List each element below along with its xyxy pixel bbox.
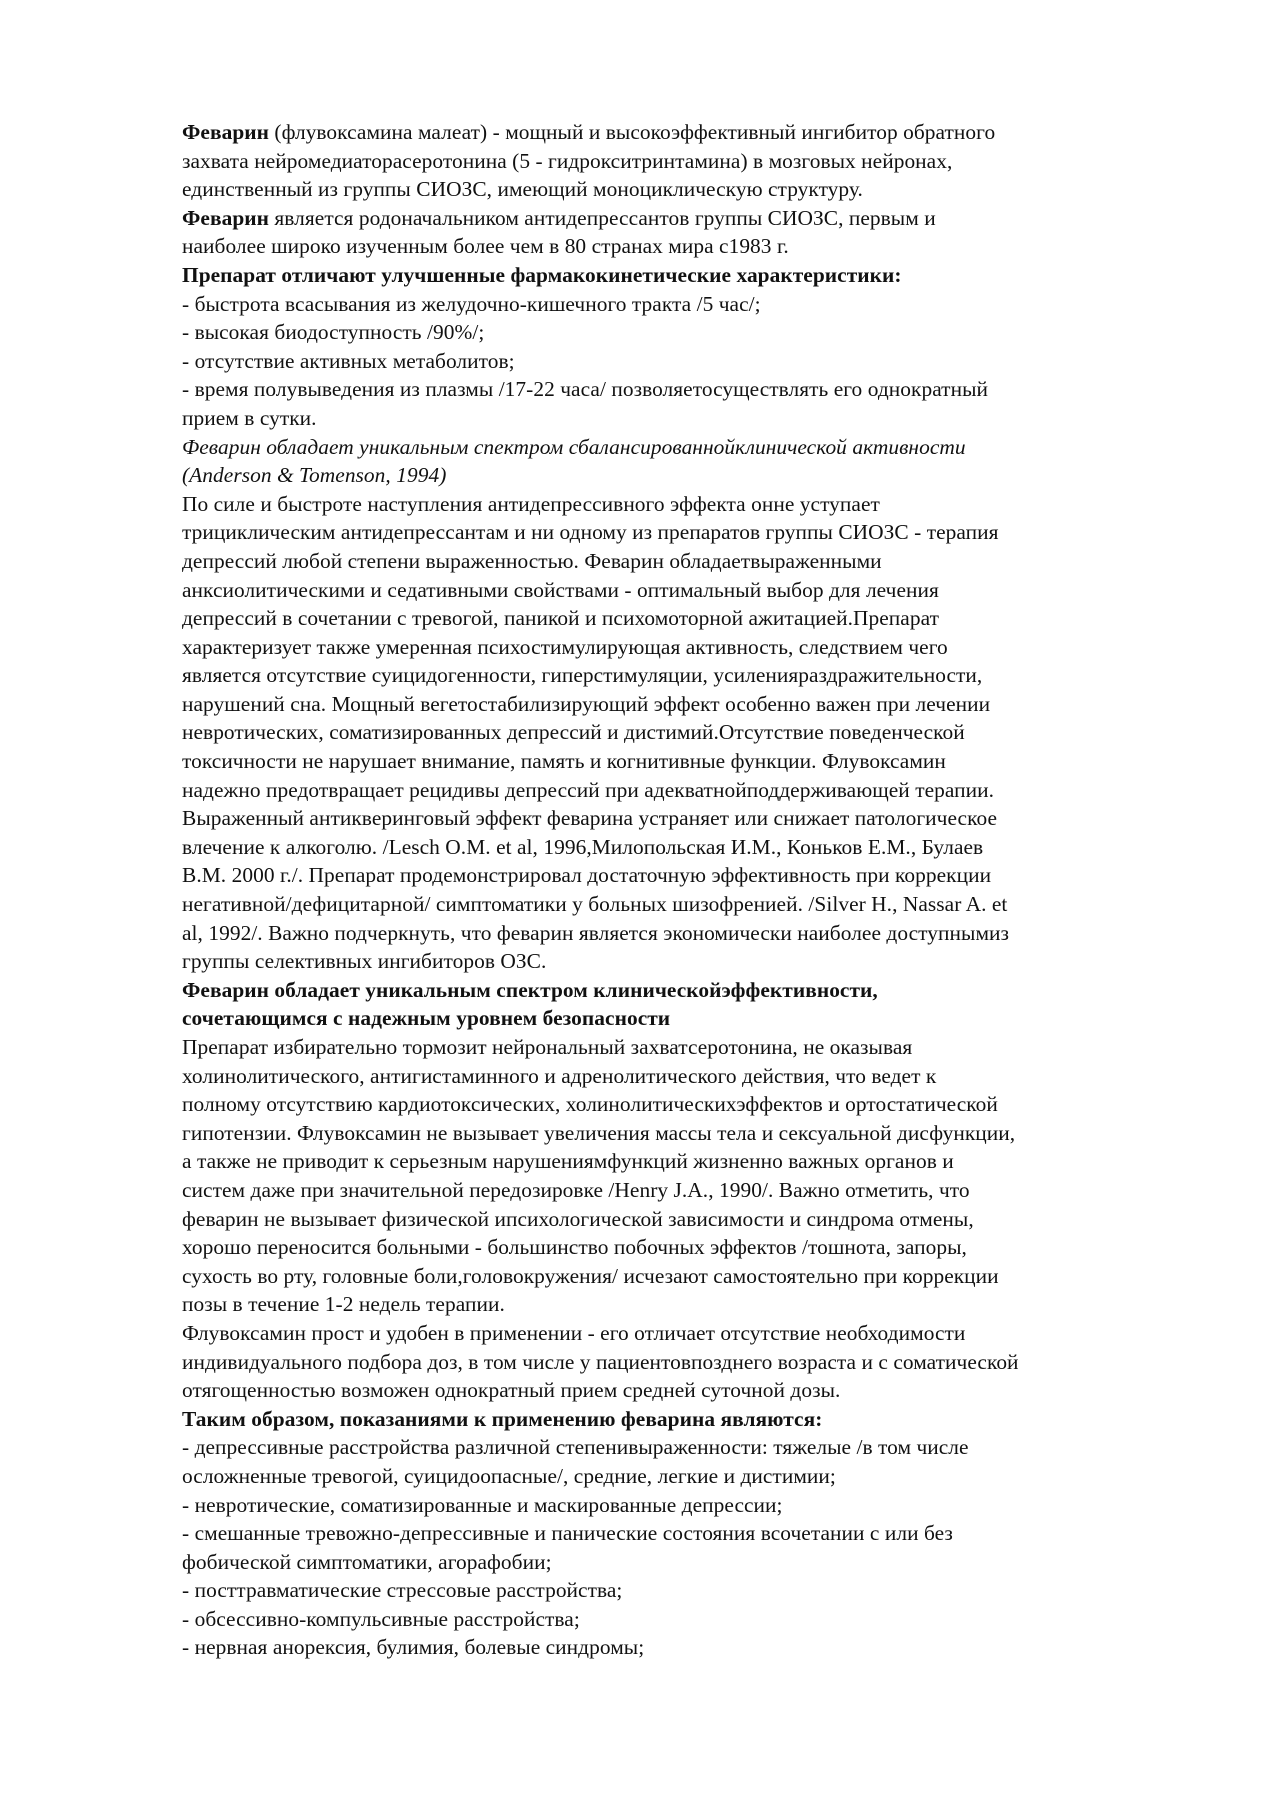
plain-text: прием в сутки.: [182, 405, 317, 430]
plain-text: Препарат избирательно тормозит нейрональный захватсеротонина, не оказывая: [182, 1035, 913, 1059]
text-line: [182, 1004, 1192, 1033]
bold-text: Феварин: [182, 120, 270, 144]
text-line: [182, 947, 1192, 976]
text-line: [182, 1376, 1192, 1405]
plain-text: систем даже при значительной передозировке /Henry J.A., 1990/. Важно отметить, что: [182, 1177, 970, 1202]
plain-text: - высокая биодоступность /90%/;: [182, 320, 485, 345]
plain-text: al, 1992/. Важно подчеркнуть, что феварин является экономически наиболее доступнымиз: [182, 920, 1010, 945]
text-line: [182, 690, 1192, 719]
plain-text: отягощенностью возможен однократный прием средней суточной дозы.: [182, 1378, 841, 1403]
text-line: [182, 518, 1192, 547]
text-line: [182, 1147, 1192, 1176]
plain-text: надежно предотвращает рецидивы депрессий при адекватнойподдерживающей терапии.: [182, 777, 995, 802]
plain-text: влечение к алкоголю. /Lesch O.M. et al, 1996,Милопольская И.М., Коньков Е.М., Булаев: [182, 834, 984, 859]
plain-text: сухость во рту, головные боли,головокружения/ исчезают самостоятельно при коррекции: [182, 1263, 999, 1288]
bold-text: Феварин: [182, 205, 270, 230]
text-line: [182, 1633, 1192, 1662]
plain-text: По силе и быстроте наступления антидепрессивного эффекта онне уступает: [182, 491, 880, 516]
plain-text: В.М. 2000 г./. Препарат продемонстрировал достаточную эффективность при коррекции: [182, 863, 992, 888]
text-line: [182, 833, 1192, 862]
text-line: [182, 318, 1192, 347]
plain-text: группы селективных ингибиторов ОЗС.: [182, 949, 547, 974]
plain-text: (флувоксамина малеат) - мощный и высокоэффективный ингибитор обратного: [269, 120, 996, 144]
plain-text: феварин не вызывает физической ипсихологической зависимости и синдрома отмены,: [182, 1206, 974, 1231]
text-line: [182, 1033, 1192, 1062]
document-page: [182, 118, 1192, 1662]
plain-text: Флувоксамин прост и удобен в применении - его отличает отсутствие необходимости: [182, 1320, 966, 1345]
text-line: [182, 919, 1192, 948]
text-line: [182, 261, 1192, 290]
text-line: [182, 1062, 1192, 1091]
plain-text: Выраженный антикверинговый эффект феварина устраняет или снижает патологическое: [182, 806, 997, 831]
text-line: [182, 661, 1192, 690]
bold-text: сочетающимся с надежным уровнем безопасности: [182, 1006, 671, 1031]
text-line: [182, 1205, 1192, 1234]
text-line: [182, 232, 1192, 261]
plain-text: - время полувыведения из плазмы /17-22 часа/ позволяетосуществлять его однократный: [182, 377, 988, 402]
plain-text: - отсутствие активных метаболитов;: [182, 348, 515, 373]
plain-text: невротических, соматизированных депрессий и дистимий.Отсутствие поведенческой: [182, 720, 965, 745]
text-line: [182, 1262, 1192, 1291]
text-line: [182, 576, 1192, 605]
text-line: [182, 1462, 1192, 1491]
text-line: [182, 976, 1192, 1005]
text-line: [182, 1405, 1192, 1434]
plain-text: является отсутствие суицидогенности, гиперстимуляции, усиленияраздражительности,: [182, 663, 983, 688]
text-line: [182, 1491, 1192, 1520]
plain-text: депрессий любой степени выраженностью. Феварин обладаетвыраженными: [182, 548, 882, 573]
text-line: [182, 1576, 1192, 1605]
text-line: [182, 718, 1192, 747]
plain-text: - смешанные тревожно-депрессивные и панические состояния всочетании с или без: [182, 1521, 953, 1546]
plain-text: гипотензии. Флувоксамин не вызывает увеличения массы тела и сексуальной дисфункции,: [182, 1120, 1016, 1145]
italic-text: Феварин обладает уникальным спектром сбалансированнойклинической активности: [182, 434, 966, 459]
plain-text: - нервная анорексия, булимия, болевые синдромы;: [182, 1635, 645, 1660]
text-line: [182, 747, 1192, 776]
text-line: [182, 204, 1192, 233]
bold-text: Таким образом, показаниями к применению феварина являются:: [182, 1406, 823, 1431]
text-line: [182, 1319, 1192, 1348]
plain-text: захвата нейромедиаторасеротонина (5 - гидрокситринтамина) в мозговых нейронах,: [182, 148, 953, 173]
plain-text: осложненные тревогой, суицидоопасные/, средние, легкие и дистимии;: [182, 1463, 836, 1488]
text-line: [182, 375, 1192, 404]
plain-text: полному отсутствию кардиотоксических, холинолитическихэффектов и ортостатической: [182, 1092, 998, 1117]
plain-text: индивидуального подбора доз, в том числе у пациентовпозднего возраста и с соматической: [182, 1349, 1019, 1374]
text-line: [182, 461, 1192, 490]
text-line: [182, 890, 1192, 919]
text-line: [182, 1519, 1192, 1548]
text-line: [182, 1119, 1192, 1148]
text-line: [182, 1176, 1192, 1205]
plain-text: трициклическим антидепрессантам и ни одному из препаратов группы СИОЗС - терапия: [182, 520, 999, 545]
text-line: [182, 1605, 1192, 1634]
plain-text: единственный из группы СИОЗС, имеющий моноциклическую структуру.: [182, 177, 863, 202]
text-line: [182, 1090, 1192, 1119]
text-line: [182, 633, 1192, 662]
plain-text: наиболее широко изученным более чем в 80 странах мира с1983 г.: [182, 234, 789, 259]
bold-text: Препарат отличают улучшенные фармакокинетические характеристики:: [182, 262, 902, 287]
plain-text: фобической симптоматики, агорафобии;: [182, 1549, 552, 1574]
plain-text: токсичности не нарушает внимание, память и когнитивные функции. Флувоксамин: [182, 749, 946, 774]
plain-text: анксиолитическими и седативными свойствами - оптимальный выбор для лечения: [182, 577, 939, 602]
text-line: [182, 347, 1192, 376]
text-line: [182, 804, 1192, 833]
plain-text: - посттравматические стрессовые расстройства;: [182, 1578, 623, 1603]
plain-text: - быстрота всасывания из желудочно-кишечного тракта /5 час/;: [182, 291, 761, 316]
italic-text: (Anderson & Tomenson, 1994): [182, 463, 447, 488]
text-line: [182, 147, 1192, 176]
text-line: [182, 1348, 1192, 1377]
text-line: [182, 1290, 1192, 1319]
plain-text: а также не приводит к серьезным нарушениямфункций жизненно важных органов и: [182, 1149, 954, 1174]
plain-text: является родоначальником антидепрессантов группы СИОЗС, первым и: [269, 205, 936, 230]
text-line: [182, 433, 1192, 462]
text-line: [182, 776, 1192, 805]
plain-text: характеризует также умеренная психостимулирующая активность, следствием чего: [182, 634, 948, 659]
text-line: [182, 861, 1192, 890]
plain-text: холинолитического, антигистаминного и адренолитического действия, что ведет к: [182, 1063, 937, 1088]
plain-text: хорошо переносится больными - большинство побочных эффектов /тошнота, запоры,: [182, 1235, 967, 1260]
text-line: [182, 1233, 1192, 1262]
text-line: [182, 404, 1192, 433]
plain-text: негативной/дефицитарной/ симптоматики у больных шизофренией. /Silver H., Nassar A. et: [182, 892, 1008, 917]
text-line: [182, 175, 1192, 204]
plain-text: - невротические, соматизированные и маскированные депрессии;: [182, 1492, 783, 1517]
text-line: [182, 1433, 1192, 1462]
text-line: [182, 1548, 1192, 1577]
text-line: [182, 547, 1192, 576]
bold-text: Феварин обладает уникальным спектром клиническойэффективности,: [182, 977, 878, 1002]
plain-text: - депрессивные расстройства различной степенивыраженности: тяжелые /в том числе: [182, 1435, 969, 1460]
plain-text: нарушений сна. Мощный вегетостабилизирующий эффект особенно важен при лечении: [182, 691, 991, 716]
plain-text: депрессий в сочетании с тревогой, паникой и психомоторной ажитацией.Препарат: [182, 606, 939, 631]
text-line: [182, 118, 1192, 147]
text-line: [182, 490, 1192, 519]
text-line: [182, 290, 1192, 319]
plain-text: позы в течение 1-2 недель терапии.: [182, 1292, 505, 1317]
plain-text: - обсессивно-компульсивные расстройства;: [182, 1606, 580, 1631]
text-line: [182, 604, 1192, 633]
